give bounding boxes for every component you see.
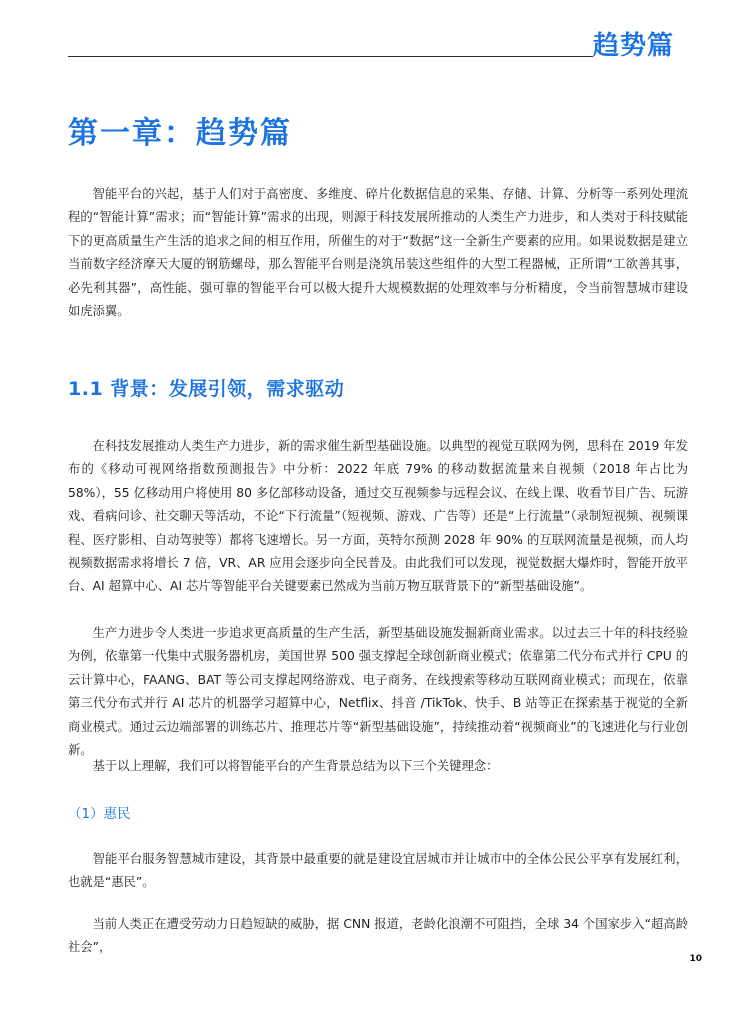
chapter-intro-paragraph: 智能平台的兴起，基于人们对于高密度、多维度、碎片化数据信息的采集、存储、计算、分析等一系列处理流程的“智能计算”需求；而“智能计算”需求的出现，则源于科技发展所推动的人类生产力进步，和人类对于科技赋能下的更高质量生产生活的追求之间的相互作用，所催生的对于“数据”这一全新生产要素的应用。如果说数据是建立当前数字经济摩天大厦的钢筋螺母，那么智能平台则是浇筑吊装这些组件的大型工程器械，正所谓“工欲善其事，必先利其器”，高性能、强可靠的智能平台可以极大提升大规模数据的处理效率与分析精度，令当前智慧城市建设如虎添翼。 (68, 187, 688, 319)
page-number: 10 (689, 954, 702, 964)
section-paragraph: 基于以上理解，我们可以将智能平台的产生背景总结为以下三个关键理念： (92, 759, 499, 773)
header-section-label: 趋势篇 (593, 31, 675, 61)
section-title: 1.1 背景：发展引领，需求驱动 (68, 378, 345, 400)
section-paragraph: 生产力进步令人类进一步追求更高质量的生产生活，新型基础设施发掘新商业需求。以过去三十年的科技经验为例，依靠第一代集中式服务器机房，美国世界 500 强支撑起全球创新商业模式；依靠第二代分布式并行 CPU 的云计算中心，FAANG、BAT 等公司支撑起网络游戏、电子商务、在线搜索等移动互联网商业模式；而现在，依靠第三代分布式并行 AI 芯片的机器学习超算中心，Netflix、抖音 /TikTok、快手、B 站等正在探索基于视觉的全新商业模式。通过云边端部署的训练芯片、推理芯片等“新型基础设施”，持续推动着“视频商业”的飞速进化与行业创新。 (68, 626, 688, 758)
section-paragraph: 在科技发展推动人类生产力进步，新的需求催生新型基础设施。以典型的视觉互联网为例，思科在 2019 年发布的《移动可视网络指数预测报告》中分析：2022 年底 79% 的移动数据流量来自视频（2018 年占比为 58%），55 亿移动用户将使用 80 多亿部移动设备，通过交互视频参与远程会议、在线上课、收看节目广告、玩游戏、看病问诊、社交聊天等活动，不论“下行流量”（短视频、游戏、广告等）还是“上行流量”（录制短视频、视频课程、医疗影相、自动驾驶等）都将飞速增长。另一方面，英特尔预测 2028 年 90% 的互联网流量是视频，而人均视频数据需求将增长 7 倍，VR、AR 应用会逐步向全民普及。由此我们可以发现，视觉数据大爆炸时，智能开放平台、AI 超算中心、AI 芯片等智能平台关键要素已然成为当前万物互联背景下的“新型基础设施”。 (68, 439, 688, 594)
subsection-paragraph: 智能平台服务智慧城市建设，其背景中最重要的就是建设宜居城市并让城市中的全体公民公平享有发展红利，也就是“惠民”。 (68, 852, 688, 890)
subsection-title: （1）惠民 (68, 806, 131, 822)
chapter-title: 第一章：趋势篇 (68, 116, 292, 151)
header-rule (68, 56, 593, 57)
subsection-paragraph: 当前人类正在遭受劳动力日趋短缺的威胁，据 CNN 报道，老龄化浪潮不可阻挡，全球 34 个国家步入“超高龄社会”， (68, 917, 688, 955)
